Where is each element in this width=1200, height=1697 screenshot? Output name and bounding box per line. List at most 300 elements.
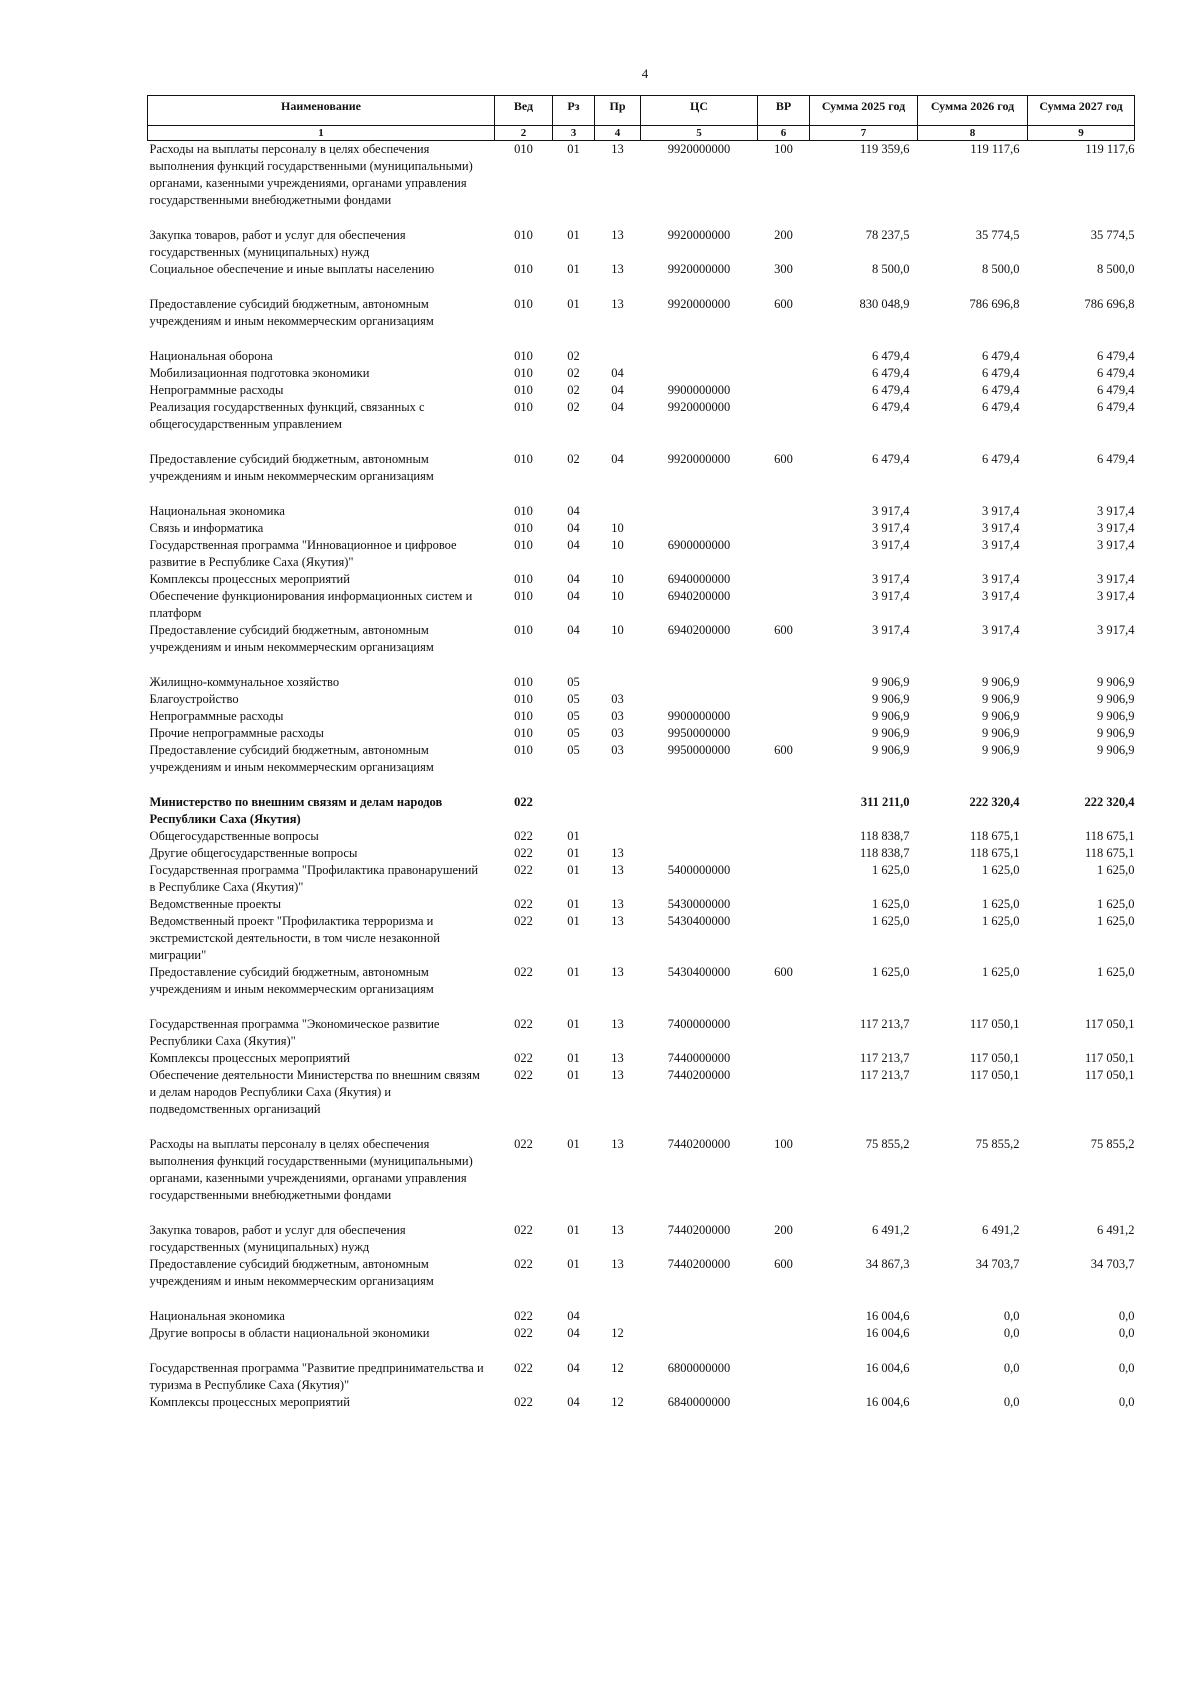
row-sum-2025: 16 004,6 [865,1395,910,1409]
row-spacer [148,998,1135,1016]
row-sum-2026: 786 696,8 [969,297,1020,311]
row-rz: 04 [567,623,580,637]
row-ved: 010 [514,521,533,535]
row-sum-2025: 3 917,4 [872,504,910,518]
row-sum-2025: 3 917,4 [872,572,910,586]
row-pr: 13 [611,1223,624,1237]
row-sum-2027: 117 050,1 [1084,1051,1135,1065]
row-rz: 04 [567,1309,580,1323]
spacer-cell [148,998,1135,1016]
row-cs: 6900000000 [667,538,731,552]
table-row [148,1394,1135,1411]
row-sum-2027: 6 479,4 [1097,366,1135,380]
row-sum-2026: 0,0 [1003,1395,1020,1409]
table-row [148,588,1135,622]
row-ved: 010 [514,297,533,311]
row-pr: 12 [611,1395,624,1409]
row-cs: 9950000000 [667,743,731,757]
row-sum-2025: 119 359,6 [859,142,910,156]
row-cs: 5430000000 [667,897,731,911]
row-sum-2027: 6 479,4 [1097,452,1135,466]
row-pr [595,1308,641,1325]
row-cs [641,503,758,520]
row-ved: 010 [514,400,533,414]
row-sum-2027: 6 491,2 [1097,1223,1135,1237]
row-ved: 022 [514,965,533,979]
table-row [148,725,1135,742]
page-number: 4 [641,66,649,81]
row-sum-2027: 119 117,6 [1085,142,1135,156]
row-sum-2027: 1 625,0 [1097,897,1135,911]
budget-table [147,95,1135,1411]
row-cs: 6940000000 [667,572,731,586]
row-sum-2025: 9 906,9 [872,675,910,689]
row-vr: 600 [774,623,793,637]
row-vr [758,1325,810,1342]
row-vr [758,691,810,708]
table-row [148,708,1135,725]
row-sum-2025: 75 855,2 [865,1137,910,1151]
column-number: 7 [810,126,918,141]
row-cs: 7440200000 [667,1068,731,1082]
table-row [148,674,1135,691]
row-sum-2027: 6 479,4 [1097,349,1135,363]
row-vr [758,365,810,382]
row-ved: 022 [514,1137,533,1151]
row-sum-2025: 6 479,4 [872,349,910,363]
row-name: Мобилизационная подготовка экономики [149,366,370,380]
row-spacer [148,278,1135,296]
row-sum-2026: 0,0 [1003,1361,1020,1375]
row-name: Расходы на выплаты персоналу в целях обеспечения выполнения функций государственными (муниципальными) органами, казенными учреждениями, органами управления государственными внебюджетными фондами [149,1137,473,1202]
row-name: Расходы на выплаты персоналу в целях обеспечения выполнения функций государственными (муниципальными) органами, казенными учреждениями, органами управления государственными внебюджетными фондами [149,142,473,207]
column-number: 5 [641,126,758,141]
row-name: Национальная оборона [149,349,273,363]
row-sum-2027: 3 917,4 [1097,521,1135,535]
row-sum-2027: 9 906,9 [1097,675,1135,689]
row-vr [758,896,810,913]
row-pr: 13 [611,142,624,156]
row-name: Непрограммные расходы [149,709,284,723]
row-sum-2025: 3 917,4 [872,521,910,535]
row-sum-2026: 6 479,4 [982,452,1020,466]
row-sum-2025: 6 491,2 [872,1223,910,1237]
row-cs [641,348,758,365]
row-rz: 01 [567,914,580,928]
row-name: Национальная экономика [149,1309,285,1323]
row-cs: 9950000000 [667,726,731,740]
row-ved: 010 [514,349,533,363]
row-rz: 04 [567,572,580,586]
row-pr: 13 [611,228,624,242]
table-row [148,520,1135,537]
row-cs: 6800000000 [667,1361,731,1375]
table-row [148,1308,1135,1325]
row-vr: 100 [774,1137,793,1151]
row-sum-2026: 3 917,4 [982,521,1020,535]
row-ved: 010 [514,366,533,380]
row-pr: 10 [611,572,624,586]
row-sum-2026: 6 479,4 [982,383,1020,397]
row-rz: 04 [567,589,580,603]
row-name: Комплексы процессных мероприятий [149,1395,350,1409]
row-pr: 13 [611,1257,624,1271]
row-cs [641,365,758,382]
column-number: 8 [918,126,1028,141]
row-pr: 13 [611,846,624,860]
row-sum-2027: 786 696,8 [1084,297,1135,311]
row-ved: 010 [514,383,533,397]
table-row [148,1360,1135,1394]
row-name: Социальное обеспечение и иные выплаты населению [149,262,435,276]
table-row [148,896,1135,913]
row-sum-2026: 6 479,4 [982,366,1020,380]
row-spacer [148,1118,1135,1136]
row-ved: 010 [514,538,533,552]
table-row [148,365,1135,382]
row-rz: 02 [567,349,580,363]
row-sum-2027: 0,0 [1118,1361,1135,1375]
row-rz: 05 [567,726,580,740]
row-vr [758,1360,810,1394]
header-ved: Вед [495,96,553,126]
row-sum-2025: 118 838,7 [859,829,910,843]
table-row [148,845,1135,862]
row-ved: 010 [514,228,533,242]
row-sum-2027: 9 906,9 [1097,743,1135,757]
row-cs [641,1308,758,1325]
row-sum-2027: 118 675,1 [1084,829,1135,843]
row-cs: 6840000000 [667,1395,731,1409]
row-name: Государственная программа "Инновационное и цифровое развитие в Республике Саха (Якутия)" [149,538,457,569]
row-cs: 5430400000 [667,965,731,979]
table-row [148,1016,1135,1050]
row-sum-2027: 9 906,9 [1097,726,1135,740]
row-pr [595,828,641,845]
header-pr: Пр [595,96,641,126]
row-sum-2027: 118 675,1 [1084,846,1135,860]
row-name: Ведомственный проект "Профилактика терроризма и экстремистской деятельности, в том числе незаконной миграции" [149,914,440,962]
row-rz: 01 [567,897,580,911]
row-sum-2026: 35 774,5 [975,228,1020,242]
row-name: Ведомственные проекты [149,897,282,911]
row-rz: 05 [567,675,580,689]
row-pr: 03 [611,743,624,757]
row-sum-2025: 1 625,0 [872,965,910,979]
table-row [148,964,1135,998]
row-sum-2026: 75 855,2 [975,1137,1020,1151]
table-row [148,622,1135,656]
row-name: Непрограммные расходы [149,383,284,397]
row-cs: 9920000000 [667,142,731,156]
row-name: Обеспечение деятельности Министерства по внешним связям и делам народов Республики Саха (Якутия) и подведомственных организаций [149,1068,480,1116]
row-name: Предоставление субсидий бюджетным, автономным учреждениям и иным некоммерческим организациям [149,965,434,996]
row-sum-2026: 6 491,2 [982,1223,1020,1237]
row-vr [758,520,810,537]
row-sum-2025: 16 004,6 [865,1326,910,1340]
row-ved: 022 [514,1068,533,1082]
row-sum-2025: 9 906,9 [872,743,910,757]
spacer-cell [148,1118,1135,1136]
row-sum-2026: 117 050,1 [969,1051,1020,1065]
row-spacer [148,776,1135,794]
row-pr: 03 [611,709,624,723]
row-ved: 022 [514,846,533,860]
row-ved: 022 [514,1051,533,1065]
row-ved: 022 [514,1361,533,1375]
row-vr [758,828,810,845]
row-sum-2027: 1 625,0 [1097,863,1135,877]
row-name: Обеспечение функционирования информационных систем и платформ [149,589,473,620]
row-vr [758,503,810,520]
row-cs: 6940200000 [667,589,731,603]
row-name: Прочие непрограммные расходы [149,726,324,740]
row-sum-2025: 6 479,4 [872,452,910,466]
row-sum-2025: 6 479,4 [872,400,910,414]
row-name: Другие вопросы в области национальной экономики [149,1326,430,1340]
row-cs [641,1325,758,1342]
table-row [148,399,1135,433]
row-sum-2026: 9 906,9 [982,692,1020,706]
table-row [148,862,1135,896]
spacer-cell [148,433,1135,451]
row-spacer [148,209,1135,227]
row-sum-2026: 9 906,9 [982,743,1020,757]
row-rz: 02 [567,400,580,414]
row-ved: 022 [514,1223,533,1237]
row-ved: 022 [514,914,533,928]
table-row [148,913,1135,964]
row-ved: 022 [514,829,533,843]
row-pr: 13 [611,1137,624,1151]
row-name: Комплексы процессных мероприятий [149,572,350,586]
row-sum-2026: 0,0 [1003,1326,1020,1340]
row-vr: 600 [774,297,793,311]
row-sum-2025: 1 625,0 [872,897,910,911]
column-number: 1 [148,126,495,141]
row-vr [758,1394,810,1411]
row-sum-2026: 118 675,1 [969,846,1020,860]
row-vr: 300 [774,262,793,276]
row-pr: 10 [611,538,624,552]
row-sum-2027: 0,0 [1118,1309,1135,1323]
row-sum-2025: 1 625,0 [872,914,910,928]
row-pr: 13 [611,1068,624,1082]
row-pr [595,348,641,365]
row-pr [595,674,641,691]
row-name: Предоставление субсидий бюджетным, автономным учреждениям и иным некоммерческим организациям [149,623,434,654]
row-pr: 10 [611,623,624,637]
row-vr [758,674,810,691]
spacer-cell [148,209,1135,227]
table-row [148,1256,1135,1290]
row-rz: 01 [567,829,580,843]
row-pr: 13 [611,1017,624,1031]
row-vr [758,862,810,896]
row-sum-2026: 3 917,4 [982,504,1020,518]
row-pr [595,503,641,520]
row-rz: 02 [567,383,580,397]
row-name: Закупка товаров, работ и услуг для обеспечения государственных (муниципальных) нужд [149,228,406,259]
row-spacer [148,485,1135,503]
row-sum-2026: 117 050,1 [969,1068,1020,1082]
header-sum-2025: Сумма 2025 год [810,96,918,126]
table-row [148,1067,1135,1118]
row-pr: 13 [611,914,624,928]
row-rz: 04 [567,538,580,552]
row-rz: 02 [567,366,580,380]
row-ved: 010 [514,692,533,706]
row-pr: 12 [611,1361,624,1375]
row-name: Благоустройство [149,692,239,706]
header-sum-2026: Сумма 2026 год [918,96,1028,126]
table-row [148,1136,1135,1204]
row-rz: 01 [567,863,580,877]
row-spacer [148,330,1135,348]
column-number: 2 [495,126,553,141]
row-sum-2027: 75 855,2 [1090,1137,1135,1151]
table-row [148,794,1135,828]
row-sum-2026: 3 917,4 [982,538,1020,552]
row-name: Предоставление субсидий бюджетным, автономным учреждениям и иным некоммерческим организациям [149,743,434,774]
row-rz [553,794,595,828]
row-ved: 010 [514,589,533,603]
row-vr [758,537,810,571]
row-rz: 04 [567,504,580,518]
table-row [148,261,1135,278]
table-row [148,227,1135,261]
row-name: Национальная экономика [149,504,285,518]
row-vr [758,845,810,862]
row-sum-2026: 3 917,4 [982,623,1020,637]
row-sum-2026: 118 675,1 [969,829,1020,843]
row-sum-2027: 34 703,7 [1090,1257,1135,1271]
row-ved: 022 [514,897,533,911]
row-name: Закупка товаров, работ и услуг для обеспечения государственных (муниципальных) нужд [149,1223,406,1254]
row-rz: 05 [567,709,580,723]
row-rz: 01 [567,262,580,276]
row-rz: 01 [567,1068,580,1082]
spacer-cell [148,1290,1135,1308]
row-sum-2025: 311 211,0 [860,795,910,809]
row-pr: 13 [611,897,624,911]
row-name: Предоставление субсидий бюджетным, автономным учреждениям и иным некоммерческим организациям [149,452,434,483]
row-vr [758,794,810,828]
row-sum-2027: 1 625,0 [1097,914,1135,928]
row-rz: 01 [567,846,580,860]
row-sum-2025: 6 479,4 [872,366,910,380]
row-rz: 02 [567,452,580,466]
row-rz: 01 [567,142,580,156]
row-sum-2027: 3 917,4 [1097,538,1135,552]
row-cs: 9900000000 [667,383,731,397]
row-spacer [148,433,1135,451]
table-row [148,1050,1135,1067]
row-sum-2027: 3 917,4 [1097,623,1135,637]
row-vr [758,382,810,399]
row-sum-2026: 6 479,4 [982,349,1020,363]
row-name: Государственная программа "Экономическое развитие Республики Саха (Якутия)" [149,1017,440,1048]
row-sum-2026: 3 917,4 [982,589,1020,603]
row-sum-2027: 6 479,4 [1097,400,1135,414]
row-sum-2026: 1 625,0 [982,914,1020,928]
row-pr: 03 [611,726,624,740]
row-sum-2025: 117 213,7 [859,1051,910,1065]
row-vr [758,1050,810,1067]
row-ved: 022 [514,1257,533,1271]
row-pr: 04 [611,383,624,397]
row-sum-2026: 222 320,4 [969,795,1020,809]
row-rz: 04 [567,1361,580,1375]
column-number: 6 [758,126,810,141]
row-vr: 100 [774,142,793,156]
table-row [148,382,1135,399]
header-vr: ВР [758,96,810,126]
row-cs: 9920000000 [667,262,731,276]
row-name: Связь и информатика [149,521,264,535]
row-sum-2027: 1 625,0 [1097,965,1135,979]
row-vr [758,571,810,588]
row-spacer [148,1204,1135,1222]
row-cs: 9920000000 [667,228,731,242]
row-vr [758,708,810,725]
row-sum-2027: 9 906,9 [1097,692,1135,706]
row-sum-2027: 3 917,4 [1097,572,1135,586]
row-sum-2027: 117 050,1 [1084,1017,1135,1031]
row-sum-2026: 9 906,9 [982,675,1020,689]
row-name: Жилищно-коммунальное хозяйство [149,675,340,689]
row-cs [641,828,758,845]
row-sum-2025: 117 213,7 [859,1068,910,1082]
row-sum-2026: 34 703,7 [975,1257,1020,1271]
row-sum-2025: 117 213,7 [859,1017,910,1031]
row-sum-2025: 16 004,6 [865,1309,910,1323]
row-pr: 04 [611,366,624,380]
row-sum-2025: 118 838,7 [859,846,910,860]
row-sum-2025: 830 048,9 [859,297,910,311]
row-cs: 7400000000 [667,1017,731,1031]
row-cs: 9920000000 [667,452,731,466]
row-sum-2026: 8 500,0 [982,262,1020,276]
row-cs: 9920000000 [667,297,731,311]
row-ved: 022 [514,863,533,877]
row-sum-2025: 9 906,9 [872,726,910,740]
row-name: Реализация государственных функций, связанных с общегосударственным управлением [149,400,425,431]
row-sum-2027: 3 917,4 [1097,589,1135,603]
row-spacer [148,1290,1135,1308]
row-ved: 022 [514,1017,533,1031]
spacer-cell [148,278,1135,296]
row-name: Государственная программа "Развитие предпринимательства и туризма в Республике Саха (Якутия)" [149,1361,484,1392]
row-vr [758,1016,810,1050]
spacer-cell [148,330,1135,348]
row-cs: 5400000000 [667,863,731,877]
row-cs [641,674,758,691]
row-sum-2025: 34 867,3 [865,1257,910,1271]
row-cs: 7440200000 [667,1223,731,1237]
table-row [148,1222,1135,1256]
row-cs [641,691,758,708]
row-sum-2027: 35 774,5 [1090,228,1135,242]
row-vr: 200 [774,1223,793,1237]
row-vr [758,725,810,742]
table-row [148,348,1135,365]
row-ved: 010 [514,572,533,586]
table-row [148,742,1135,776]
table-row [148,537,1135,571]
row-rz: 01 [567,1051,580,1065]
row-sum-2027: 0,0 [1118,1326,1135,1340]
